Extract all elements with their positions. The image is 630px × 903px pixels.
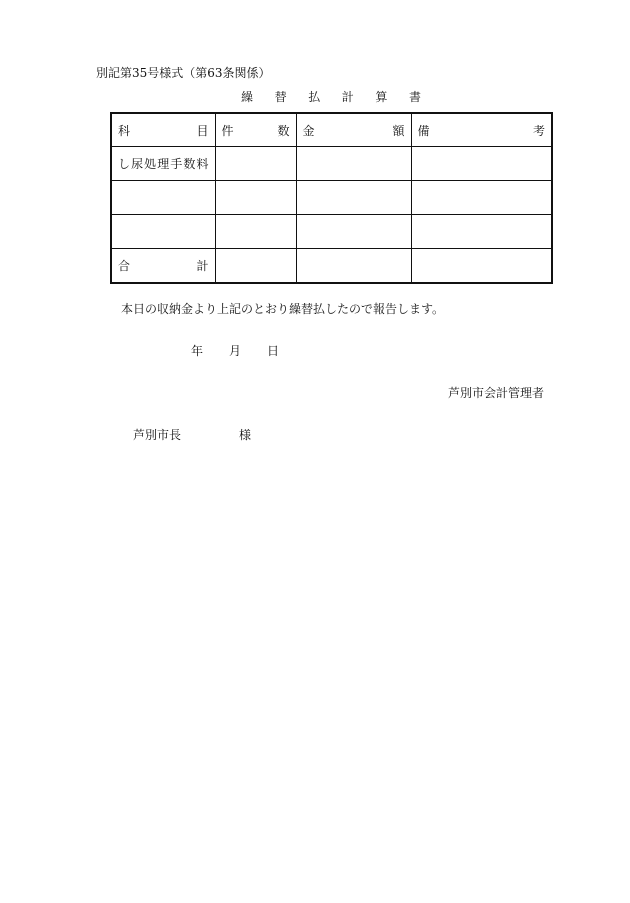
- addressee: 芦別市長: [133, 428, 182, 442]
- header-note: [411, 113, 552, 147]
- total-count-cell: [215, 249, 296, 284]
- total-label-left: 合: [118, 259, 131, 273]
- subject-cell: [111, 181, 215, 215]
- note-cell: [411, 215, 552, 249]
- header-amount-right: 額: [392, 123, 405, 138]
- header-amount: [296, 113, 411, 147]
- honorific: 様: [239, 428, 252, 442]
- subject-char: し: [118, 157, 131, 171]
- title-char: 計: [341, 90, 354, 104]
- subject-cell: [111, 147, 215, 181]
- header-amount-left: 金: [302, 123, 315, 138]
- date-day-label: 日: [267, 344, 280, 358]
- table-row: [111, 215, 552, 249]
- subject-char: 数: [183, 157, 196, 171]
- subject-char: 料: [196, 157, 209, 171]
- count-cell: [215, 147, 296, 181]
- header-count: [215, 113, 296, 147]
- count-cell: [215, 215, 296, 249]
- header-note-left: 備: [417, 123, 430, 138]
- total-note-cell: [411, 249, 552, 284]
- subject-cell: [111, 215, 215, 249]
- ledger-table: [110, 112, 553, 284]
- title-char: 払: [308, 90, 321, 104]
- header-subject-left: 科: [118, 123, 131, 138]
- amount-cell: [296, 215, 411, 249]
- note-cell: [411, 181, 552, 215]
- subject-char: 手: [170, 157, 183, 171]
- header-subject-right: 目: [196, 123, 209, 138]
- amount-cell: [296, 181, 411, 215]
- amount-cell: [296, 147, 411, 181]
- total-label-right: 計: [196, 259, 209, 273]
- subject-char: 理: [157, 157, 170, 171]
- total-amount-cell: [296, 249, 411, 284]
- title-char: 書: [408, 90, 421, 104]
- subject-char: 処: [144, 157, 157, 171]
- report-statement: 本日の収納金より上記のとおり繰替払したので報告します。: [121, 302, 445, 316]
- header-note-right: 考: [532, 123, 545, 138]
- date-year-label: 年: [191, 344, 204, 358]
- date-line: [191, 342, 279, 359]
- subject-char: 尿: [131, 157, 144, 171]
- header-count-left: 件: [221, 123, 234, 138]
- table-row: [111, 181, 552, 215]
- header-subject: [111, 113, 215, 147]
- table-row: [111, 147, 552, 181]
- total-row: [111, 249, 552, 284]
- total-label-cell: [111, 249, 215, 284]
- title-char: 算: [375, 90, 388, 104]
- header-count-right: 数: [277, 123, 290, 138]
- document-title: [241, 88, 421, 105]
- form-reference: 別記第35号様式（第63条関係）: [96, 66, 271, 80]
- table-header-row: [111, 113, 552, 147]
- title-char: 替: [274, 90, 287, 104]
- count-cell: [215, 181, 296, 215]
- title-char: 繰: [241, 90, 254, 104]
- sender-title: 芦別市会計管理者: [448, 386, 545, 400]
- note-cell: [411, 147, 552, 181]
- date-month-label: 月: [229, 344, 242, 358]
